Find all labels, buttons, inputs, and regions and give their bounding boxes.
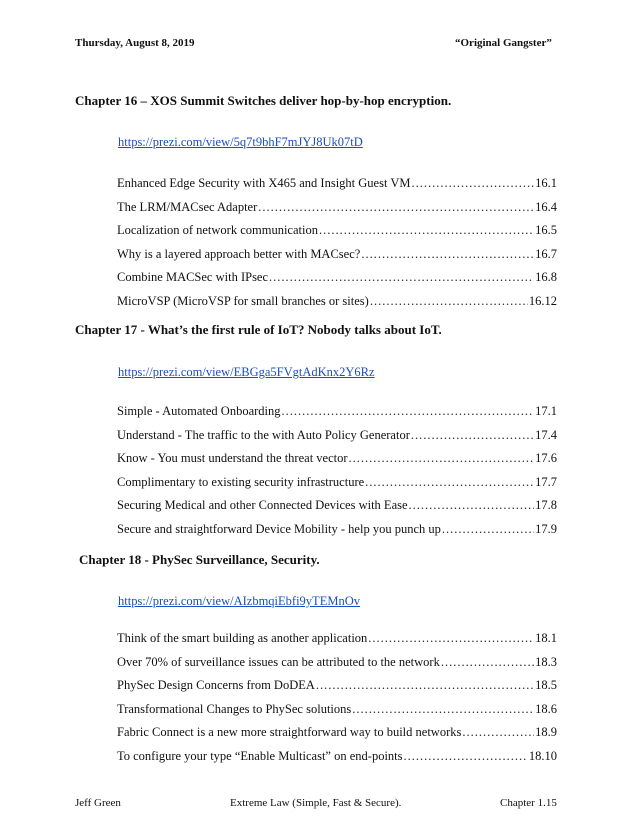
- toc-leader-dots: [361, 243, 534, 267]
- toc-entry-16-1[interactable]: [117, 172, 557, 196]
- toc-leader-dots: [411, 424, 534, 448]
- toc-entry-title: Securing Medical and other Connected Devices with Ease: [117, 498, 408, 513]
- chapter-18-prezi-link[interactable]: https://prezi.com/view/AIzbmqiEbfi9yTEMnOv: [118, 594, 360, 608]
- toc-leader-dots: [258, 196, 534, 220]
- toc-entry-17-1[interactable]: [117, 400, 557, 424]
- toc-entry-title: Think of the smart building as another application: [117, 631, 368, 645]
- toc-leader-dots: [349, 447, 535, 471]
- toc-entry-page: 17.4: [535, 427, 557, 442]
- toc-entry-16-4[interactable]: [117, 196, 557, 220]
- toc-entry-16-5[interactable]: [117, 219, 557, 243]
- toc-entry-title: Localization of network communication: [117, 223, 318, 238]
- toc-entry-page: 17.8: [535, 498, 557, 513]
- footer-chapter-number: Chapter 1.15: [500, 797, 557, 809]
- toc-entry-title: Simple - Automated Onboarding: [117, 404, 281, 418]
- toc-entry-16-7[interactable]: [117, 243, 557, 267]
- toc-leader-dots: [282, 400, 535, 424]
- toc-entry-page: 16.4: [535, 199, 557, 214]
- toc-entry-18-1[interactable]: [117, 627, 557, 651]
- chapter-16-prezi-link[interactable]: https://prezi.com/view/5q7t9bhF7mJYJ8Uk07tD: [118, 135, 363, 149]
- footer-author: Jeff Green: [75, 797, 121, 809]
- chapter-16-toc: [117, 172, 557, 314]
- chapter-18-heading: Chapter 18 - PhySec Surveillance, Security.: [79, 552, 320, 567]
- toc-leader-dots: [409, 494, 535, 518]
- toc-entry-page: 17.6: [535, 451, 557, 466]
- toc-entry-17-6[interactable]: [117, 447, 557, 471]
- toc-entry-title: Complimentary to existing security infrastructure: [117, 474, 365, 489]
- toc-leader-dots: [316, 674, 534, 698]
- chapter-17-toc: [117, 400, 557, 542]
- toc-leader-dots: [370, 290, 528, 314]
- toc-entry-17-9[interactable]: [117, 518, 557, 542]
- toc-leader-dots: [411, 172, 534, 196]
- toc-entry-16-8[interactable]: [117, 266, 557, 290]
- toc-entry-page: 17.1: [535, 404, 557, 418]
- toc-entry-page: 17.9: [535, 521, 557, 536]
- toc-leader-dots: [462, 721, 534, 745]
- toc-entry-page: 16.12: [528, 293, 557, 308]
- toc-leader-dots: [269, 266, 534, 290]
- toc-entry-page: 18.9: [535, 725, 557, 740]
- toc-entry-18-6[interactable]: [117, 698, 557, 722]
- toc-entry-title: Why is a layered approach better with MACsec?: [117, 246, 361, 261]
- toc-entry-page: 18.6: [535, 701, 557, 716]
- toc-entry-16-12[interactable]: [117, 290, 557, 314]
- chapter-17-heading: Chapter 17 - What’s the first rule of IoT? Nobody talks about IoT.: [75, 322, 442, 337]
- footer-book-title: Extreme Law (Simple, Fast & Secure).: [230, 797, 402, 809]
- toc-leader-dots: [352, 698, 534, 722]
- toc-entry-title: PhySec Design Concerns from DoDEA: [117, 678, 315, 693]
- toc-entry-page: 16.5: [535, 223, 557, 238]
- toc-entry-title: Understand - The traffic to the with Auto Policy Generator: [117, 427, 410, 442]
- toc-entry-title: Secure and straightforward Device Mobility - help you punch up: [117, 521, 441, 536]
- header-date: Thursday, August 8, 2019: [75, 37, 195, 49]
- toc-entry-title: To configure your type “Enable Multicast” on end-points: [117, 748, 403, 763]
- toc-entry-page: 18.5: [535, 678, 557, 693]
- toc-leader-dots: [319, 219, 534, 243]
- toc-entry-title: Over 70% of surveillance issues can be attributed to the network: [117, 654, 440, 669]
- toc-entry-18-3[interactable]: [117, 651, 557, 675]
- toc-entry-page: 17.7: [535, 474, 557, 489]
- toc-entry-page: 16.7: [535, 246, 557, 261]
- toc-leader-dots: [368, 627, 534, 651]
- toc-entry-18-10[interactable]: [117, 745, 557, 769]
- toc-entry-title: The LRM/MACsec Adapter: [117, 199, 258, 214]
- toc-leader-dots: [441, 651, 534, 675]
- toc-entry-page: 18.1: [535, 631, 557, 645]
- toc-entry-page: 16.8: [535, 270, 557, 285]
- toc-leader-dots: [442, 518, 534, 542]
- toc-entry-title: MicroVSP (MicroVSP for small branches or sites): [117, 293, 369, 308]
- chapter-18-toc: [117, 627, 557, 769]
- toc-entry-page: 16.1: [535, 176, 557, 190]
- toc-entry-title: Combine MACSec with IPsec: [117, 270, 269, 285]
- toc-entry-page: 18.3: [535, 654, 557, 669]
- toc-entry-title: Know - You must understand the threat vector: [117, 451, 348, 466]
- toc-entry-18-5[interactable]: [117, 674, 557, 698]
- toc-entry-title: Enhanced Edge Security with X465 and Insight Guest VM: [117, 176, 411, 190]
- toc-entry-17-8[interactable]: [117, 494, 557, 518]
- toc-leader-dots: [404, 745, 528, 769]
- toc-entry-17-4[interactable]: [117, 424, 557, 448]
- chapter-17-prezi-link[interactable]: https://prezi.com/view/EBGga5FVgtAdKnx2Y6Rz: [118, 365, 375, 379]
- toc-entry-title: Transformational Changes to PhySec solutions: [117, 701, 352, 716]
- header-title: “Original Gangster”: [455, 37, 552, 49]
- chapter-16-heading: Chapter 16 – XOS Summit Switches deliver hop-by-hop encryption.: [75, 93, 452, 108]
- toc-entry-title: Fabric Connect is a new more straightforward way to build networks: [117, 725, 462, 740]
- toc-entry-page: 18.10: [528, 748, 557, 763]
- toc-entry-17-7[interactable]: [117, 471, 557, 495]
- toc-leader-dots: [365, 471, 534, 495]
- toc-entry-18-9[interactable]: [117, 721, 557, 745]
